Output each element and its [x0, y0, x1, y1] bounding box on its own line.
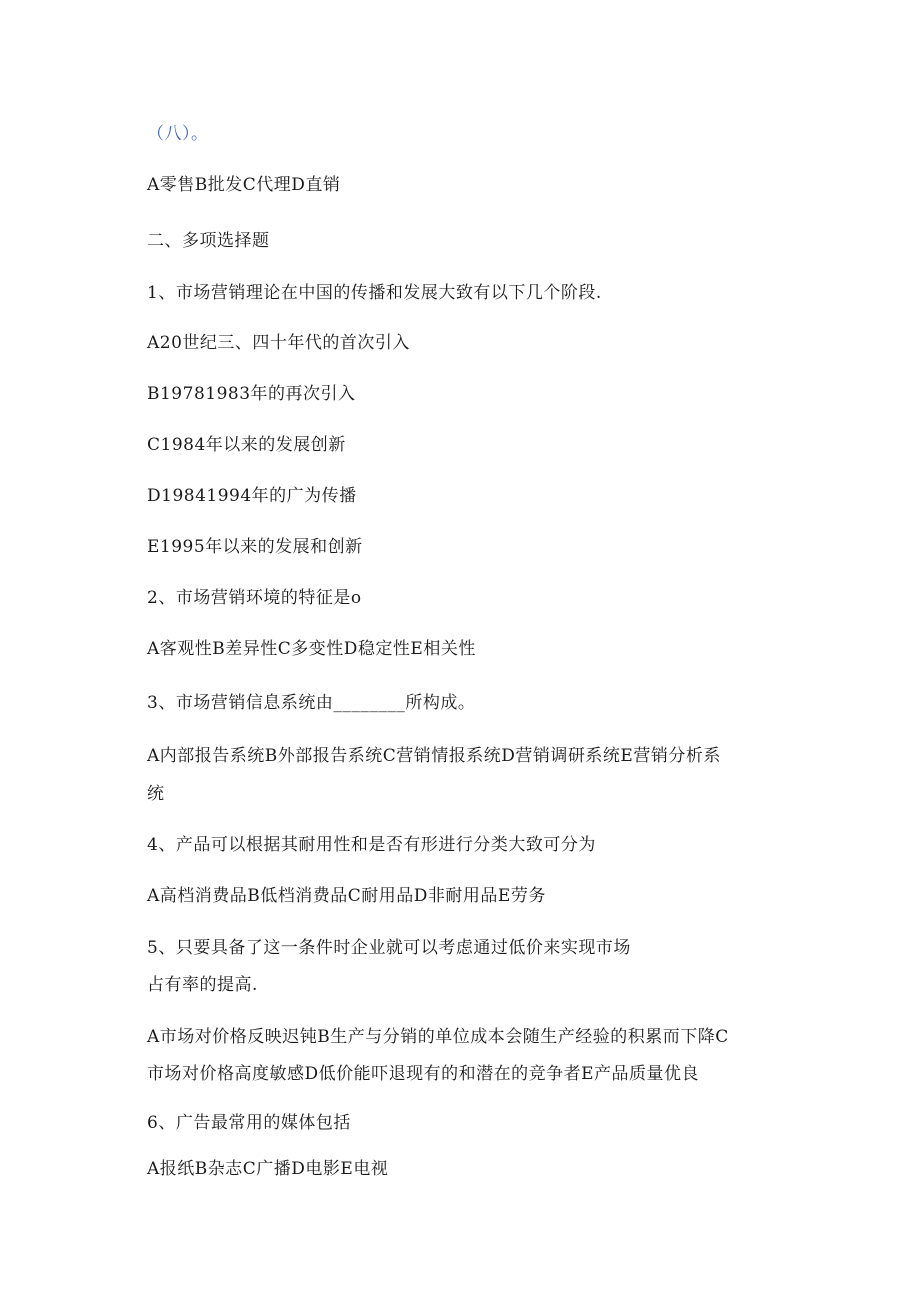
question-3-options: A内部报告系统B外部报告系统C营销情报系统D营销调研系统E营销分析系	[147, 746, 721, 766]
question-5-cont: 占有率的提高.	[147, 975, 258, 995]
question-1-option-e: E1995年以来的发展和创新	[147, 537, 363, 557]
question-1-option-b: B19781983年的再次引入	[147, 384, 356, 404]
section-heading: 二、多项选择题	[147, 231, 270, 251]
question-1-option-d: D19841994年的广为传播	[147, 486, 357, 506]
question-5-options-cont: 市场对价格高度敏感D低价能吓退现有的和潜在的竞争者E产品质量优良	[147, 1064, 700, 1084]
question-1-option-c: C1984年以来的发展创新	[147, 435, 346, 455]
question-6-options: A报纸B杂志C广播D电影E电视	[147, 1159, 389, 1179]
question-3-options-cont: 统	[147, 784, 165, 804]
question-2: 2、市场营销环境的特征是o	[147, 588, 362, 608]
question-3: 3、市场营销信息系统由________所构成。	[147, 693, 476, 713]
question-1: 1、市场营销理论在中国的传播和发展大致有以下几个阶段.	[147, 283, 602, 303]
question-5: 5、只要具备了这一条件时企业就可以考虑通过低价来实现市场	[147, 938, 631, 958]
question-1-option-a: A20世纪三、四十年代的首次引入	[147, 333, 410, 353]
previous-question-tail: （八）。	[147, 124, 209, 144]
question-5-options: A市场对价格反映迟钝B生产与分销的单位成本会随生产经验的积累而下降C	[147, 1027, 729, 1047]
question-6: 6、广告最常用的媒体包括	[147, 1113, 351, 1133]
question-2-options: A客观性B差异性C多变性D稳定性E相关性	[147, 639, 476, 659]
question-4-options: A高档消费品B低档消费品C耐用品D非耐用品E劳务	[147, 886, 546, 906]
question-4: 4、产品可以根据其耐用性和是否有形进行分类大致可分为	[147, 835, 596, 855]
previous-question-options: A零售B批发C代理D直销	[147, 175, 341, 195]
